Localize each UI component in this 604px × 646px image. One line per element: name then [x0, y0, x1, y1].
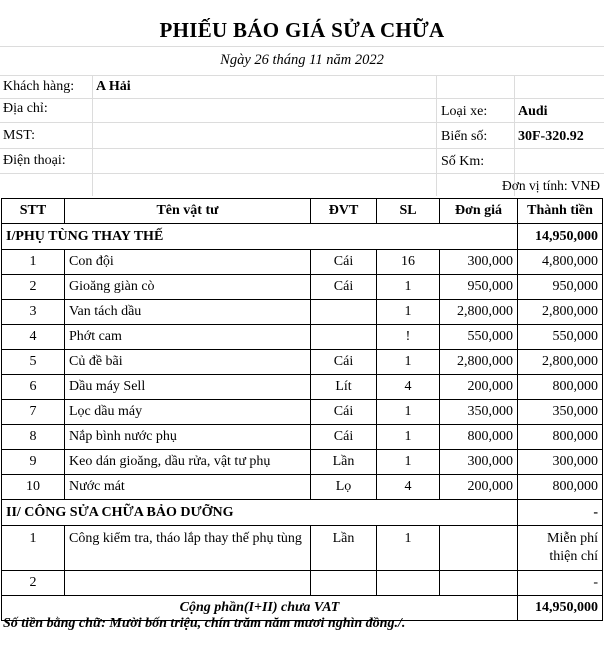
table-header-row	[2, 199, 603, 224]
table-row	[2, 571, 603, 596]
tax-code-label: MST:	[3, 128, 35, 143]
cell-amount: 800,000	[518, 425, 603, 450]
header-stt: STT	[2, 199, 65, 224]
cell-stt: 1	[2, 250, 65, 275]
cell-stt: 1	[2, 526, 65, 571]
header-quantity: SL	[377, 199, 440, 224]
cell-item-name: Gioăng giàn cò	[65, 275, 311, 300]
cell-stt: 2	[2, 275, 65, 300]
cell-item-name: Con đội	[65, 250, 311, 275]
cell-amount: 800,000	[518, 475, 603, 500]
table-row	[2, 425, 603, 450]
cell-unit-price: 200,000	[440, 475, 518, 500]
cell-item-name: Lọc dầu máy	[65, 400, 311, 425]
cell-unit: Lần	[311, 526, 377, 571]
cell-unit: Cái	[311, 425, 377, 450]
cell-item-name: Nắp bình nước phụ	[65, 425, 311, 450]
cell-unit-price: 350,000	[440, 400, 518, 425]
cell-amount: Miễn phí thiện chí	[518, 526, 603, 571]
cell-stt: 3	[2, 300, 65, 325]
cell-unit-price: 950,000	[440, 275, 518, 300]
cell-quantity	[377, 571, 440, 596]
cell-stt: 9	[2, 450, 65, 475]
cell-item-name: Phớt cam	[65, 325, 311, 350]
cell-stt: 5	[2, 350, 65, 375]
table-row	[2, 475, 603, 500]
cell-unit-price: 800,000	[440, 425, 518, 450]
section-labor-title: II/ CÔNG SỬA CHỮA BẢO DƯỠNG	[2, 500, 518, 526]
cell-quantity: 1	[377, 300, 440, 325]
cell-item-name: Củ đề bãi	[65, 350, 311, 375]
cell-amount: 800,000	[518, 375, 603, 400]
quotation-table	[1, 198, 603, 621]
table-row	[2, 350, 603, 375]
table-row	[2, 375, 603, 400]
section-labor-total: -	[518, 500, 603, 526]
cell-quantity: 16	[377, 250, 440, 275]
cell-unit	[311, 571, 377, 596]
document-title: PHIẾU BÁO GIÁ SỬA CHỮA	[159, 18, 445, 42]
section-parts-total: 14,950,000	[518, 224, 603, 250]
grid-line	[0, 46, 604, 47]
cell-quantity: 4	[377, 375, 440, 400]
cell-item-name: Van tách dầu	[65, 300, 311, 325]
cell-unit-price	[440, 526, 518, 571]
cell-item-name: Nước mát	[65, 475, 311, 500]
customer-name: A Hải	[96, 79, 131, 94]
cell-unit: Lần	[311, 450, 377, 475]
header-unit: ĐVT	[311, 199, 377, 224]
cell-quantity: 1	[377, 400, 440, 425]
cell-amount: 4,800,000	[518, 250, 603, 275]
cell-unit: Cái	[311, 350, 377, 375]
table-row	[2, 526, 603, 571]
section-parts-row	[2, 224, 603, 250]
grand-total-label: Cộng phần(I+II) chưa VAT	[2, 596, 518, 621]
cell-unit	[311, 300, 377, 325]
table-row	[2, 325, 603, 350]
cell-unit-price: 550,000	[440, 325, 518, 350]
vehicle-type-label: Loại xe:	[441, 104, 488, 119]
grid-line	[92, 76, 93, 196]
cell-unit: Cái	[311, 250, 377, 275]
vehicle-type-value: Audi	[518, 104, 548, 119]
cell-item-name: Công kiểm tra, tháo lắp thay thế phụ tùng	[65, 526, 311, 571]
cell-unit	[311, 325, 377, 350]
header-amount: Thành tiền	[518, 199, 603, 224]
cell-unit-price: 300,000	[440, 250, 518, 275]
cell-quantity: !	[377, 325, 440, 350]
section-parts-title: I/PHỤ TÙNG THAY THẾ	[2, 224, 518, 250]
phone-label: Điện thoại:	[3, 153, 66, 168]
cell-unit: Cái	[311, 400, 377, 425]
cell-unit: Lọ	[311, 475, 377, 500]
cell-unit: Cái	[311, 275, 377, 300]
section-labor-row	[2, 500, 603, 526]
cell-quantity: 1	[377, 526, 440, 571]
cell-amount: 2,800,000	[518, 350, 603, 375]
cell-amount: 350,000	[518, 400, 603, 425]
cell-unit-price: 2,800,000	[440, 350, 518, 375]
document-date: Ngày 26 tháng 11 năm 2022	[220, 52, 384, 68]
cell-item-name: Dầu máy Sell	[65, 375, 311, 400]
table-row	[2, 250, 603, 275]
cell-stt: 7	[2, 400, 65, 425]
customer-label: Khách hàng:	[3, 79, 75, 94]
table-row	[2, 275, 603, 300]
address-label: Địa chỉ:	[3, 101, 48, 116]
cell-quantity: 1	[377, 350, 440, 375]
cell-amount: 950,000	[518, 275, 603, 300]
cell-quantity: 1	[377, 425, 440, 450]
cell-stt: 4	[2, 325, 65, 350]
km-label: Số Km:	[441, 154, 485, 169]
cell-item-name	[65, 571, 311, 596]
cell-quantity: 1	[377, 450, 440, 475]
cell-unit-price: 200,000	[440, 375, 518, 400]
cell-quantity: 1	[377, 275, 440, 300]
table-row	[2, 300, 603, 325]
header-unit-price: Đơn giá	[440, 199, 518, 224]
header-item-name: Tên vật tư	[65, 199, 311, 224]
cell-amount: -	[518, 571, 603, 596]
grid-line	[436, 76, 437, 196]
cell-stt: 6	[2, 375, 65, 400]
cell-quantity: 4	[377, 475, 440, 500]
amount-in-words: Số tiền bằng chữ: Mười bốn triệu, chín trăm năm mươi nghìn đồng./.	[3, 616, 406, 631]
currency-unit-note: Đơn vị tính: VNĐ	[501, 178, 600, 193]
table-row	[2, 450, 603, 475]
plate-value: 30F-320.92	[518, 129, 584, 144]
cell-amount: 550,000	[518, 325, 603, 350]
cell-stt: 10	[2, 475, 65, 500]
cell-unit-price: 300,000	[440, 450, 518, 475]
cell-unit-price: 2,800,000	[440, 300, 518, 325]
cell-stt: 8	[2, 425, 65, 450]
cell-amount: 300,000	[518, 450, 603, 475]
cell-item-name: Keo dán gioăng, dầu rửa, vật tư phụ	[65, 450, 311, 475]
cell-unit-price	[440, 571, 518, 596]
cell-amount: 2,800,000	[518, 300, 603, 325]
cell-stt: 2	[2, 571, 65, 596]
cell-unit: Lít	[311, 375, 377, 400]
table-row	[2, 400, 603, 425]
plate-label: Biển số:	[441, 129, 488, 144]
grand-total-value: 14,950,000	[518, 596, 603, 621]
